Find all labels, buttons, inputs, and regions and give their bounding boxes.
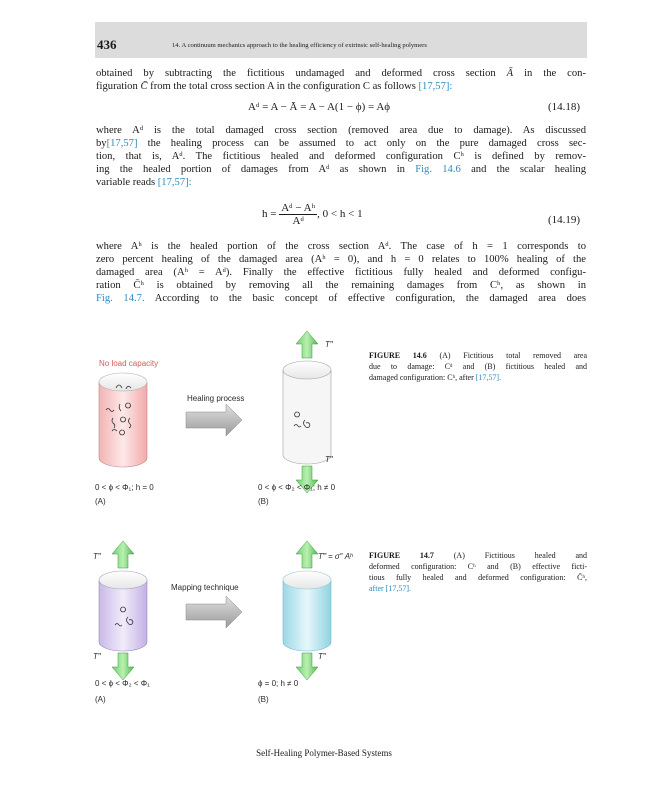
fig7-tension-bottom-a: T″ [93,652,101,661]
fig6-label-a: (A) [95,497,106,506]
figure-link[interactable]: Fig. 14.7. [96,293,145,305]
damaged-cylinder [99,373,147,467]
tension-top-label: T″ [325,340,333,349]
citation-link[interactable]: [17,57]: [157,177,192,189]
equation-number-14-18: (14.18) [548,101,581,113]
fig7-tension-top-b: T‴ = σ″ Aʰ [318,552,353,561]
equation-14-19: h = $\frac{\text{Aᵈ − Aʰ}}{\text{Aᵈ}}$ , 0 < h < 1 [262,202,363,227]
mapping-technique-label: Mapping technique [171,583,239,592]
equation-number-14-19: (14.19) [548,214,581,226]
fig7-condition-a: 0 < ϕ < Φ₂ < Φ₁ [95,679,150,688]
fig7-tension-bottom-b: T″ [318,652,326,661]
fig7-label-a: (A) [95,695,106,704]
fig7-tension-top-a: T″ [93,552,101,561]
paragraph-3: where Aʰ is the healed portion of the cross section Aᵈ. The case of h = 1 corresponds to zero percent healing of the damaged area (Aʰ = 0), and h = 0 relates to 100% healing of the damaged area (Aʰ = Aᵈ). Finally the effective fictitious fully healed and deformed configu- ration C̄ʰ is obtained by removing all the remaining damages from Cʰ, as shown in Fig. 14.7. According to the basic concept of effective configuration, the damaged area does [96,241,586,305]
fig6-label-b: (B) [258,497,269,506]
figure-14-7-caption: FIGURE 14.7 (A) Fictitious healed and deformed configuration: Cʰ and (B) effective ficti- tious fully healed and deformed configuration: C̄ʰ, after [17,57]. [369,551,587,593]
citation-link[interactable]: [17,57] [106,138,138,150]
fig7-cylinder-a [99,541,147,680]
fig6-condition-a: 0 < ϕ < Φ₁; h = 0 [95,483,154,492]
figure-link[interactable]: Fig. 14.6 [415,164,461,176]
page-number: 436 [97,37,117,52]
equation-14-18: Aᵈ = A − Ā = A − A(1 − ϕ) = Aϕ [248,101,391,113]
figure-14-6-caption: FIGURE 14.6 (A) Fictitious total removed area due to damage: Cᵈ and (B) fictitious healed and damaged configuration: Cʰ, after [17,57]. [369,351,588,382]
paragraph-1: obtained by subtracting the fictitious undamaged and deformed cross section Ā in the con- figuration C̄ from the total cross section A in the configuration C as follows [17,57]: [96,68,586,93]
running-head: 14. A continuum mechanics approach to the healing efficiency of extrinsic self-healing polymers [172,42,427,49]
citation-link[interactable]: after [17,57]. [369,584,411,593]
tension-bottom-label: T″ [325,455,333,464]
mapping-technique-arrow [186,596,242,628]
citation-link[interactable]: [17,57]. [475,373,502,382]
healing-process-arrow [186,404,242,436]
fraction: $\frac{\text{Aᵈ − Aʰ}}{\text{Aᵈ}}$ [281,202,316,227]
citation-link[interactable]: [17,57]: [418,81,453,93]
healed-cylinder [283,331,331,493]
fig7-label-b: (B) [258,695,269,704]
paragraph-2: where Aᵈ is the total damaged cross section (removed area due to damage). As discussed by[17,57] the healing process can be assumed to act only on the pure damaged cross sec- tion, that is, Aᵈ. The fictitious healed and deformed configuration Cʰ is defined by remov- ing the healed portion of damages from Aᵈ as shown in Fig. 14.6 and the scalar healing variable reads [17,57]: [96,125,586,189]
no-load-capacity-label: No load capacity [99,359,159,368]
p1-line1: obtained by subtracting the fictitious undamaged and deformed cross section [96,68,496,79]
book-footer: Self-Healing Polymer-Based Systems [256,748,392,758]
healing-process-label: Healing process [187,394,245,403]
fig7-condition-b: ϕ = 0; h ≠ 0 [258,679,299,688]
fig6-condition-b: 0 < ϕ < Φ₂ < Φ₁; h ≠ 0 [258,483,336,492]
